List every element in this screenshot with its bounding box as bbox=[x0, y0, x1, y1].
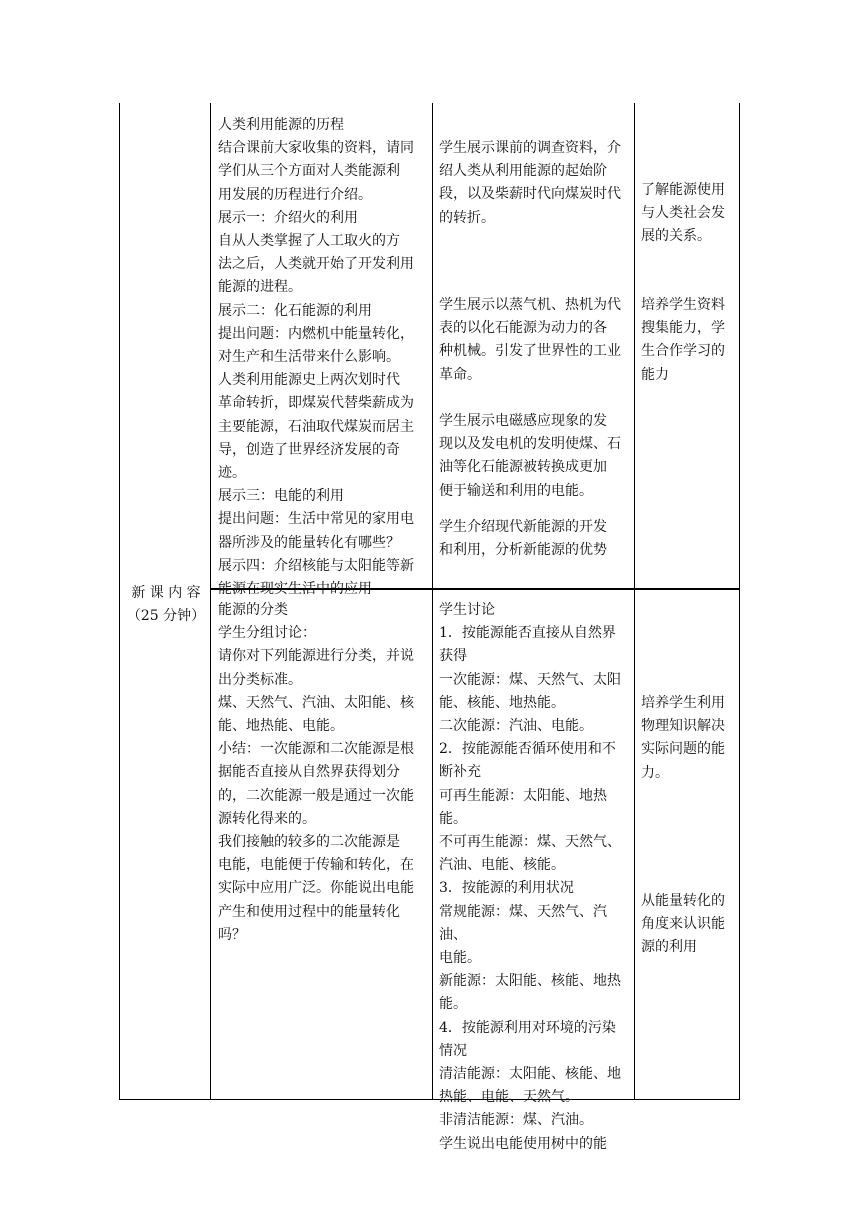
text-line: 新能源：太阳能、核能、地热 bbox=[439, 973, 621, 990]
design-intent-1a bbox=[641, 179, 741, 249]
text-line: 对生产和生活带来什么影响。 bbox=[218, 349, 400, 366]
text-line: 用发展的历程进行介绍。 bbox=[218, 186, 372, 203]
text-line: 获得 bbox=[439, 648, 467, 665]
design-intent-2b bbox=[641, 890, 741, 960]
text-line: 4．按能源利用对环境的污染 bbox=[439, 1019, 616, 1036]
text-line: 结合课前大家收集的资料，请同 bbox=[218, 140, 414, 157]
text-line: 实际问题的能 bbox=[641, 741, 725, 758]
text-line: 主要能源，石油取代煤炭而居主 bbox=[218, 418, 414, 435]
text-line: 煤、天然气、汽油、太阳能、核 bbox=[218, 694, 414, 711]
text-line: 器所涉及的能量转化有哪些？ bbox=[218, 534, 400, 551]
text-line: 产生和使用过程中的能量转化 bbox=[218, 903, 400, 920]
text-line: 从能量转化的 bbox=[641, 893, 725, 909]
text-line: 一次能源：煤、天然气、太阳 bbox=[439, 671, 621, 688]
text-line: 学生展示以蒸气机、热机为代 bbox=[439, 297, 621, 313]
text-line: 导，创造了世界经济发展的奇 bbox=[218, 441, 400, 458]
text-line: 清洁能源：太阳能、核能、地 bbox=[439, 1066, 621, 1083]
text-line: 学生展示电磁感应现象的发 bbox=[439, 413, 607, 429]
text-line: 展示一：介绍火的利用 bbox=[218, 209, 358, 226]
text-line: 便于输送和利用的电能。 bbox=[439, 482, 593, 499]
row-label-duration: （25 分钟） bbox=[126, 608, 206, 624]
text-line: 学生分组讨论： bbox=[218, 625, 316, 642]
text-line: 吗？ bbox=[218, 926, 246, 943]
text-line: 可再生能源：太阳能、地热能。 bbox=[439, 787, 607, 827]
text-line: 人类利用能源的历程 bbox=[218, 117, 344, 133]
text-line: 能力 bbox=[641, 366, 669, 383]
text-line: 电能，电能便于传输和转化，在 bbox=[218, 857, 414, 874]
lesson-plan-table bbox=[119, 103, 740, 1152]
text-line: 力。 bbox=[641, 764, 669, 781]
text-line: 革命转折，即煤炭代替柴薪成为 bbox=[218, 395, 414, 412]
text-line: 小结：一次能源和二次能源是根 bbox=[218, 741, 414, 758]
text-line: 能源的分类 bbox=[218, 602, 288, 618]
text-line: 展示四：介绍核能与太阳能等新 bbox=[218, 557, 414, 574]
text-line: 人类利用能源史上两次划时代 bbox=[218, 372, 400, 389]
text-line: 能、核能、地热能。 bbox=[439, 694, 565, 711]
text-line: 与人类社会发 bbox=[641, 205, 725, 222]
text-line: 学生说出电能使用树中的能 bbox=[439, 1135, 607, 1152]
text-line: 请你对下列能源进行分类，并说 bbox=[218, 648, 414, 665]
text-line: 现以及发电机的发明使煤、石 bbox=[439, 436, 621, 453]
design-intent-1b bbox=[641, 294, 741, 387]
text-line: 能。 bbox=[439, 996, 467, 1013]
row-label bbox=[122, 582, 210, 628]
teacher-activity-2 bbox=[218, 599, 430, 947]
text-line: 自从人类掌握了人工取火的方 bbox=[218, 233, 400, 250]
student-activity-2 bbox=[439, 599, 633, 1156]
text-line: 学生讨论 bbox=[439, 602, 495, 618]
student-activity-1b bbox=[439, 294, 633, 387]
column-divider bbox=[634, 103, 635, 1099]
text-line: 油等化石能源被转换成更加 bbox=[439, 459, 607, 476]
text-line: 源转化得来的。 bbox=[218, 810, 316, 827]
text-line: 情况 bbox=[439, 1042, 467, 1059]
column-divider bbox=[210, 103, 211, 1099]
text-line: 非清洁能源：煤、汽油。 bbox=[439, 1112, 593, 1129]
text-line: 学们从三个方面对人类能源利 bbox=[218, 163, 400, 180]
text-line: 展的关系。 bbox=[641, 228, 711, 245]
teacher-activity-1 bbox=[218, 114, 430, 601]
text-line: 种机械。引发了世界性的工业 bbox=[439, 343, 621, 360]
text-line: 绍人类从利用能源的起始阶 bbox=[439, 163, 607, 180]
row-label-title: 新 课 内 容 bbox=[131, 585, 201, 601]
text-line: 提出问题：生活中常见的家用电 bbox=[218, 511, 414, 528]
text-line: 电能。 bbox=[439, 950, 481, 967]
text-line: 源的利用 bbox=[641, 939, 697, 956]
text-line: 二次能源：汽油、电能。 bbox=[439, 718, 593, 735]
text-line: 1．按能源能否直接从自然界 bbox=[439, 625, 616, 642]
student-activity-1a bbox=[439, 137, 633, 230]
text-line: 革命。 bbox=[439, 366, 481, 383]
text-line: 和利用，分析新能源的优势 bbox=[439, 542, 607, 559]
text-line: 学生介绍现代新能源的开发 bbox=[439, 519, 607, 535]
text-line: 断补充 bbox=[439, 764, 481, 781]
text-line: 不可再生能源：煤、天然气、 bbox=[439, 834, 621, 851]
student-activity-1c bbox=[439, 410, 633, 503]
text-line: 能源在现实生活中的应用 bbox=[218, 581, 372, 598]
text-line: 能、地热能、电能。 bbox=[218, 718, 344, 735]
text-line: 学生展示课前的调查资料，介 bbox=[439, 140, 621, 156]
text-line: 角度来认识能 bbox=[641, 916, 725, 933]
text-line: 我们接触的较多的二次能源是 bbox=[218, 834, 400, 851]
text-line: 法之后，人类就开始了开发利用 bbox=[218, 256, 414, 273]
design-intent-2a bbox=[641, 692, 741, 785]
text-line: 培养学生利用 bbox=[641, 695, 725, 711]
text-line: 实际中应用广泛。你能说出电能 bbox=[218, 880, 414, 897]
text-line: 迹。 bbox=[218, 465, 246, 482]
text-line: 表的以化石能源为动力的各 bbox=[439, 320, 607, 337]
text-line: 据能否直接从自然界获得划分 bbox=[218, 764, 400, 781]
text-line: 热能、电能、天然气。 bbox=[439, 1089, 579, 1106]
text-line: 能源的进程。 bbox=[218, 279, 302, 296]
text-line: 展示二：化石能源的利用 bbox=[218, 302, 372, 319]
text-line: 出分类标准。 bbox=[218, 671, 302, 688]
text-line: 培养学生资料 bbox=[641, 297, 725, 313]
student-activity-1d bbox=[439, 516, 633, 562]
column-divider bbox=[432, 103, 433, 1099]
text-line: 展示三：电能的利用 bbox=[218, 488, 344, 505]
text-line: 3．按能源的利用状况 bbox=[439, 880, 574, 897]
text-line: 提出问题：内燃机中能量转化， bbox=[218, 325, 414, 342]
text-line: 物理知识解决 bbox=[641, 718, 725, 735]
text-line: 汽油、电能、核能。 bbox=[439, 857, 565, 874]
text-line: 段，以及柴薪时代向煤炭时代 bbox=[439, 186, 621, 203]
text-line: 常规能源：煤、天然气、汽油、 bbox=[439, 903, 607, 943]
text-line: 的转折。 bbox=[439, 209, 495, 226]
text-line: 生合作学习的 bbox=[641, 343, 725, 360]
text-line: 了解能源使用 bbox=[641, 182, 725, 198]
text-line: 搜集能力，学 bbox=[641, 320, 725, 337]
text-line: 的，二次能源一般是通过一次能 bbox=[218, 787, 414, 804]
text-line: 2．按能源能否循环使用和不 bbox=[439, 741, 616, 758]
